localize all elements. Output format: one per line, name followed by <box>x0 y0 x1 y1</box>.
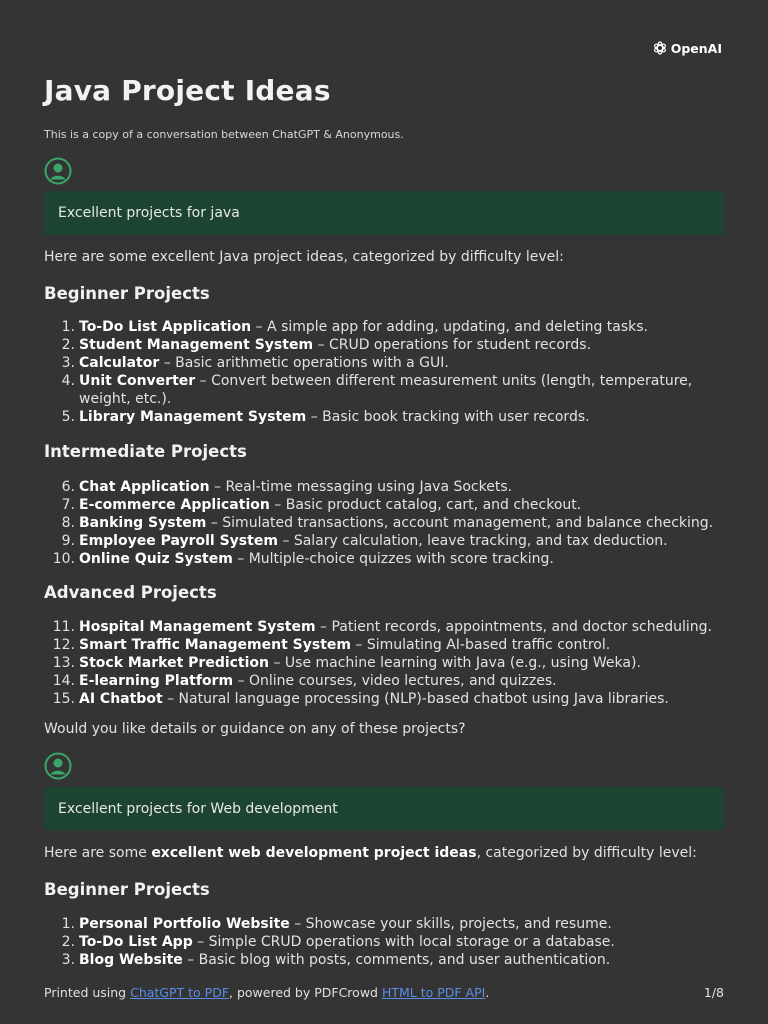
list-item: 5. Library Management System – Basic book tracking with user records. <box>61 409 590 425</box>
section-heading-intermediate: Intermediate Projects <box>44 442 247 461</box>
page-footer <box>44 985 724 1000</box>
openai-logo <box>652 40 722 56</box>
user-avatar-icon <box>44 752 72 780</box>
list-item: 7. E-commerce Application – Basic product catalog, cart, and checkout. <box>61 497 582 513</box>
logo-text: OpenAI <box>670 40 722 56</box>
list-item: 4. Unit Converter – Convert between different measurement units (length, temperature, weight, etc.). <box>61 373 693 407</box>
list-item: 9. Employee Payroll System – Salary calculation, leave tracking, and tax deduction. <box>61 533 668 549</box>
openai-knot-icon <box>652 40 668 56</box>
section-heading-beginner: Beginner Projects <box>44 880 210 899</box>
list-item: 11. Hospital Management System – Patient records, appointments, and doctor scheduling. <box>52 619 712 635</box>
footer-text: , powered by PDFCrowd <box>229 985 382 1000</box>
project-list-beginner <box>44 915 724 969</box>
page-title: Java Project Ideas <box>44 74 331 107</box>
project-list-beginner <box>44 318 724 426</box>
response-intro: Here are some excellent web development project ideas, categorized by difficulty level: <box>44 845 697 861</box>
list-item: 8. Banking System – Simulated transactions, account management, and balance checking. <box>61 515 714 531</box>
list-item: 2. Student Management System – CRUD operations for student records. <box>61 337 592 353</box>
user-prompt <box>44 191 724 235</box>
list-item: 3. Blog Website – Basic blog with posts, comments, and user authentication. <box>61 952 611 968</box>
list-item: 2. To-Do List App – Simple CRUD operations with local storage or a database. <box>61 934 615 950</box>
user-prompt <box>44 787 724 830</box>
section-heading-beginner: Beginner Projects <box>44 284 210 303</box>
response-intro: Here are some excellent Java project ideas, categorized by difficulty level: <box>44 249 564 265</box>
project-list-intermediate <box>44 478 724 568</box>
section-heading-advanced: Advanced Projects <box>44 583 217 602</box>
project-list-advanced <box>44 618 724 708</box>
list-item: 15. AI Chatbot – Natural language processing (NLP)-based chatbot using Java libraries. <box>52 691 669 707</box>
list-item: 1. To-Do List Application – A simple app for adding, updating, and deleting tasks. <box>61 319 649 335</box>
conversation-subtitle: This is a copy of a conversation between ChatGPT & Anonymous. <box>44 128 404 141</box>
list-item: 1. Personal Portfolio Website – Showcase your skills, projects, and resume. <box>61 916 612 932</box>
list-item: 14. E-learning Platform – Online courses, video lectures, and quizzes. <box>52 673 557 689</box>
response-closing: Would you like details or guidance on any of these projects? <box>44 721 466 737</box>
footer-text: . <box>485 985 490 1000</box>
user-avatar-icon <box>44 157 72 185</box>
list-item: 12. Smart Traffic Management System – Simulating AI-based traffic control. <box>52 637 611 653</box>
page-number: 1/8 <box>703 985 724 1000</box>
footer-text: Printed using <box>44 985 131 1000</box>
html-to-pdf-api-link[interactable]: HTML to PDF API <box>381 985 486 1000</box>
user-prompt-text: Excellent projects for Web development <box>58 800 338 817</box>
list-item: 13. Stock Market Prediction – Use machine learning with Java (e.g., using Weka). <box>52 655 641 671</box>
list-item: 3. Calculator – Basic arithmetic operations with a GUI. <box>61 355 449 371</box>
list-item: 6. Chat Application – Real-time messaging using Java Sockets. <box>61 479 513 495</box>
list-item: 10. Online Quiz System – Multiple-choice quizzes with score tracking. <box>52 551 554 567</box>
user-prompt-text: Excellent projects for java <box>58 205 240 221</box>
chatgpt-to-pdf-link[interactable]: ChatGPT to PDF <box>130 985 230 1000</box>
